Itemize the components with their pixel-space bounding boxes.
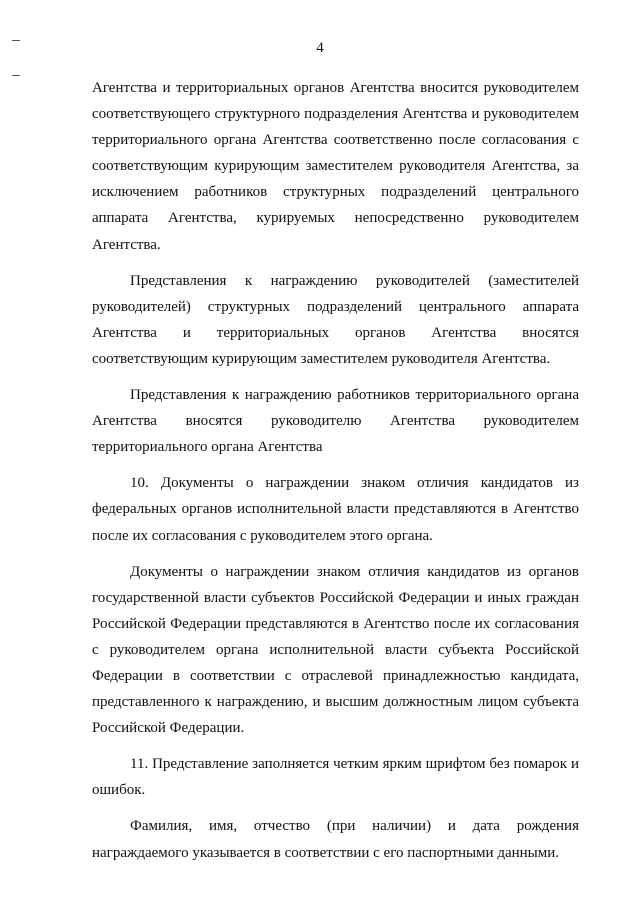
- paragraph-continuation: Агентства и территориальных органов Агентства вносится руководителем соответствующего структурного подразделения Агентства и руководителем территориального органа Агентства соответственно после согласования с соответствующим курирующим заместителем руководителя Агентства, за исключением работников структурных подразделений центрального аппарата Агентства, курируемых непосредственно руководителем Агентства.: [92, 80, 579, 253]
- scan-margin-mark: [12, 75, 20, 76]
- page-number: 4: [316, 40, 324, 56]
- paragraph: Представления к награждению руководителей (заместителей руководителей) структурных подразделений центрального аппарата Агентства и территориальных органов Агентства вносятся соответствующим курирующим заместителем руководителя Агентства.: [92, 272, 579, 367]
- document-body: [92, 75, 579, 866]
- paragraph-item-11: 11. Представление заполняется четким ярким шрифтом без помарок и ошибок.: [92, 756, 579, 799]
- paragraph: Представления к награждению работников территориального органа Агентства вносятся руководителю Агентства руководителем территориального органа Агентства: [92, 387, 579, 456]
- paragraph-item-10: 10. Документы о награждении знаком отличия кандидатов из федеральных органов исполнительной власти представляются в Агентство после их согласования с руководителем этого органа.: [92, 475, 579, 544]
- paragraph: Документы о награждении знаком отличия кандидатов из органов государственной власти субъектов Российской Федерации и иных граждан Российской Федерации представляются в Агентство после их согласования с руководителем органа исполнительной власти субъекта Российской Федерации в соответствии с отраслевой принадлежностью кандидата, представленного к награждению, и высшим должностным лицом субъекта Российской Федерации.: [92, 563, 579, 737]
- paragraph: Фамилия, имя, отчество (при наличии) и дата рождения награждаемого указывается в соответствии с его паспортными данными.: [92, 818, 579, 861]
